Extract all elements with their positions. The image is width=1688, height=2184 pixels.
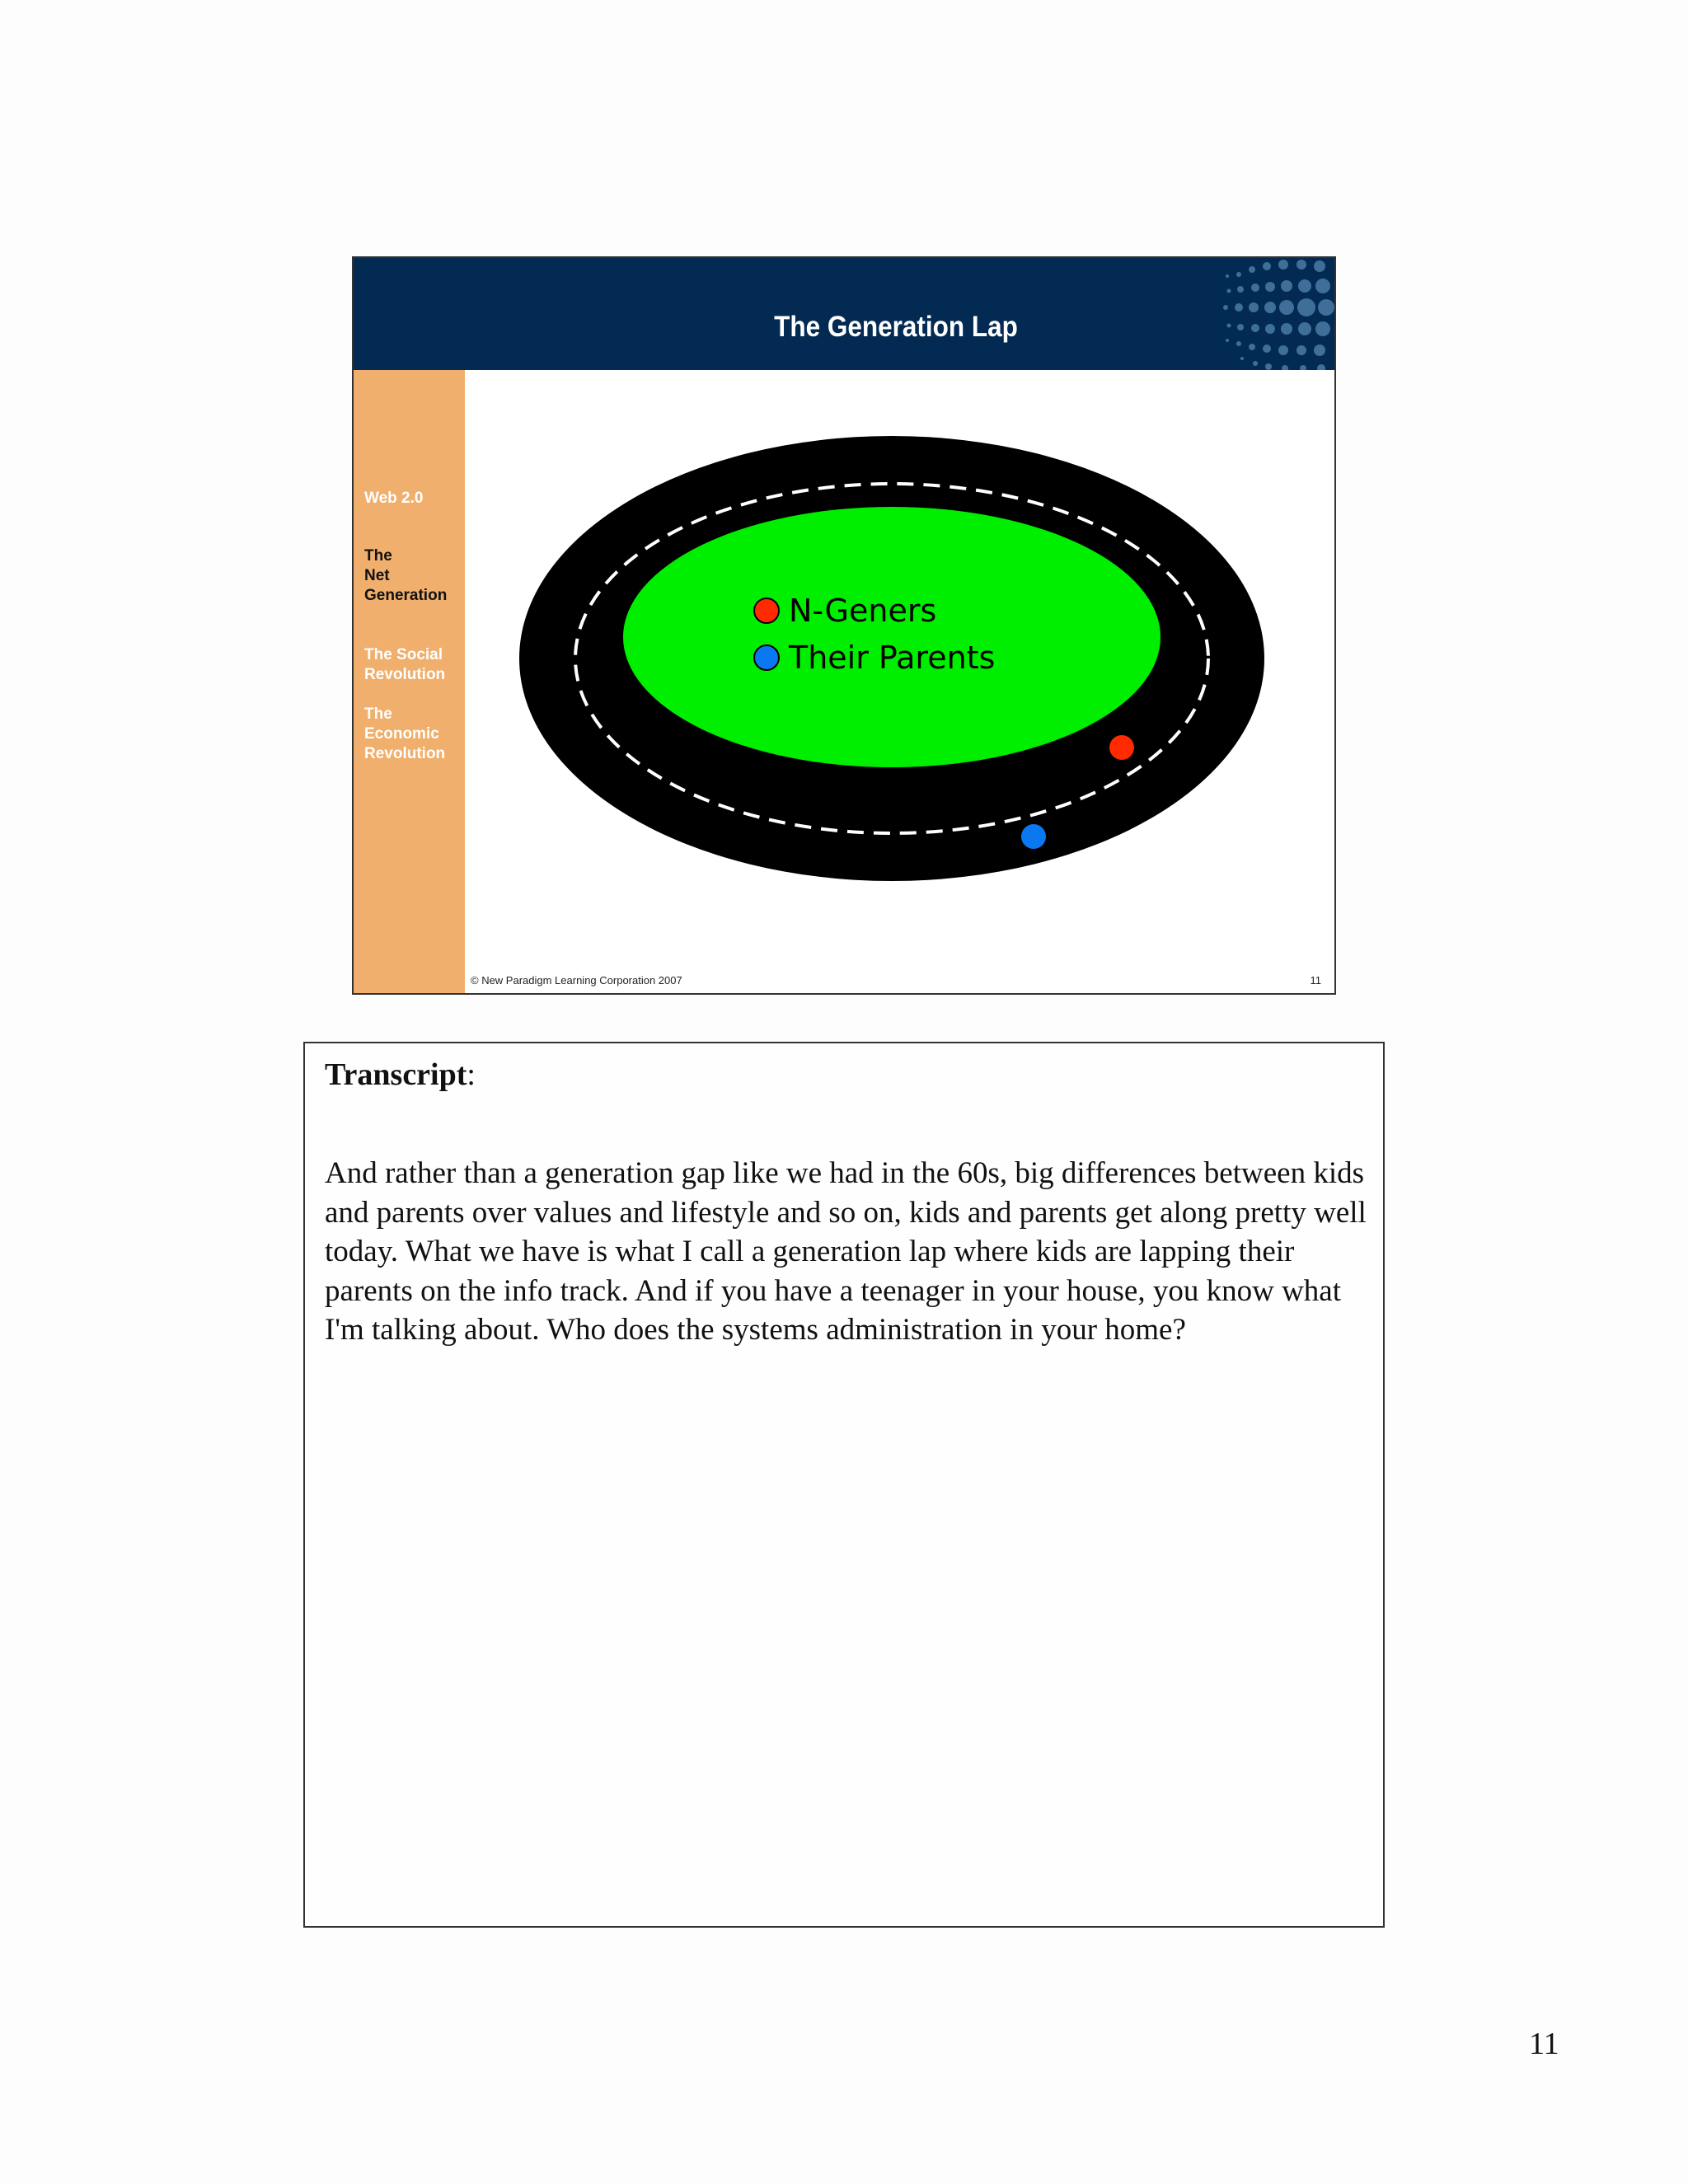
page-number: 11 bbox=[1529, 2027, 1559, 2061]
legend-parents-marker bbox=[754, 645, 779, 670]
transcript-heading bbox=[325, 1057, 476, 1093]
transcript-heading-colon: : bbox=[467, 1057, 476, 1092]
legend-parents-label: Their Parents bbox=[789, 640, 996, 676]
legend-n-geners-label: N-Geners bbox=[789, 593, 937, 629]
infield bbox=[623, 507, 1160, 767]
slide-title: The Generation Lap bbox=[774, 311, 1018, 343]
transcript-heading-label: Transcript bbox=[325, 1057, 467, 1092]
transcript-box bbox=[303, 1042, 1385, 1928]
generation-lap-diagram bbox=[465, 370, 1336, 995]
parents-runner bbox=[1021, 824, 1046, 849]
sidebar-item-web-2-0[interactable]: Web 2.0 bbox=[364, 490, 424, 507]
n-geners-runner bbox=[1109, 735, 1134, 760]
slide-number: 11 bbox=[1310, 974, 1321, 987]
slide bbox=[352, 256, 1336, 995]
slide-copyright: © New Paradigm Learning Corporation 2007 bbox=[471, 974, 682, 987]
sidebar-item-social-revolution[interactable]: The Social Revolution bbox=[364, 646, 446, 683]
transcript-body: And rather than a generation gap like we had in the 60s, big differences between kids and parents over values and lifestyle and so on, kids and parents get along pretty well today. What we have is what I call a generation lap where kids are lapping their parents on the info track. And if you have a teenager in your house, you know what I'm talking about. Who does the systems administration in your home? bbox=[325, 1156, 1367, 1347]
slide-header bbox=[354, 258, 1334, 370]
sidebar bbox=[354, 370, 465, 993]
dot-grid-logo-icon bbox=[1219, 258, 1334, 370]
sidebar-item-economic-revolution[interactable]: The Economic Revolution bbox=[364, 705, 446, 762]
sidebar-item-net-generation[interactable]: The Net Generation bbox=[364, 547, 448, 604]
legend-n-geners-marker bbox=[754, 598, 779, 623]
